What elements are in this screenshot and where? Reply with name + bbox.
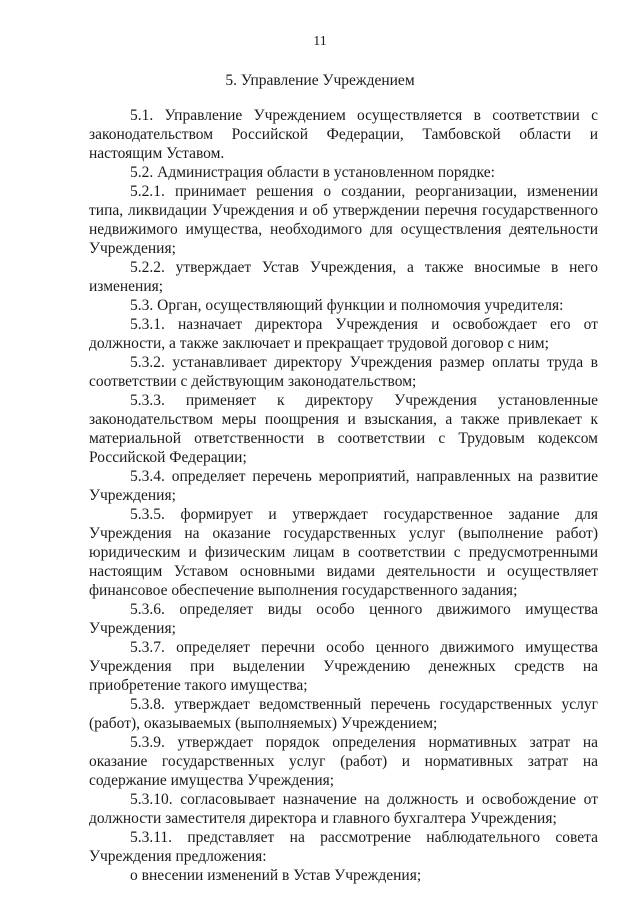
paragraph-5-3: 5.3. Орган, осуществляющий функции и полномочия учредителя:	[130, 297, 564, 314]
paragraph-5-1: 5.1. Управление Учреждением осуществляется в соответствии с законодательством Российской Федерации, Тамбовской области и настоящим Уставом.	[89, 107, 598, 162]
document-body	[89, 106, 598, 885]
paragraph-5-3-5: 5.3.5. формирует и утверждает государственное задание для Учреждения на оказание государственных услуг (выполнение работ) юридическим и физическим лицам в соответствии с предусмотренными настоящим Уставом основными видами деятельности и осуществляет финансовое обеспечение выполнения государственного задания;	[89, 506, 598, 599]
paragraph-5-3-10: 5.3.10. согласовывает назначение на должность и освобождение от должности заместителя директора и главного бухгалтера Учреждения;	[89, 791, 598, 827]
paragraph-5-2: 5.2. Администрация области в установленном порядке:	[130, 164, 495, 181]
paragraph-5-3-6: 5.3.6. определяет виды особо ценного движимого имущества Учреждения;	[89, 601, 598, 637]
paragraph-5-3-9: 5.3.9. утверждает порядок определения нормативных затрат на оказание государственных услуг (работ) и нормативных затрат на содержание имущества Учреждения;	[89, 734, 598, 789]
paragraph-charter-amendments: о внесении изменений в Устав Учреждения;	[130, 867, 422, 884]
paragraph-5-2-1: 5.2.1. принимает решения о создании, реорганизации, изменении типа, ликвидации Учреждения и об утверждении перечня государственного недвижимого имущества, необходимого для осуществления деятельности Учреждения;	[89, 183, 598, 257]
page-number: 11	[313, 34, 327, 49]
paragraph-5-3-3: 5.3.3. применяет к директору Учреждения установленные законодательством меры поощрения и взыскания, а также привлекает к материальной ответственности в соответствии с Трудовым кодексом Российской Федерации;	[89, 392, 598, 466]
paragraph-5-3-11: 5.3.11. представляет на рассмотрение наблюдательного совета Учреждения предложения:	[89, 829, 598, 865]
section-title: 5. Управление Учреждением	[225, 72, 415, 89]
paragraph-5-3-7: 5.3.7. определяет перечни особо ценного движимого имущества Учреждения при выделении Учреждению денежных средств на приобретение такого имущества;	[89, 639, 598, 694]
paragraph-5-3-1: 5.3.1. назначает директора Учреждения и освобождает его от должности, а также заключает и прекращает трудовой договор с ним;	[89, 316, 598, 352]
paragraph-5-2-2: 5.2.2. утверждает Устав Учреждения, а также вносимые в него изменения;	[89, 259, 598, 295]
paragraph-5-3-4: 5.3.4. определяет перечень мероприятий, направленных на развитие Учреждения;	[89, 468, 598, 504]
paragraph-5-3-8: 5.3.8. утверждает ведомственный перечень государственных услуг (работ), оказываемых (выполняемых) Учреждением;	[89, 696, 598, 732]
paragraph-5-3-2: 5.3.2. устанавливает директору Учреждения размер оплаты труда в соответствии с действующим законодательством;	[89, 354, 598, 390]
